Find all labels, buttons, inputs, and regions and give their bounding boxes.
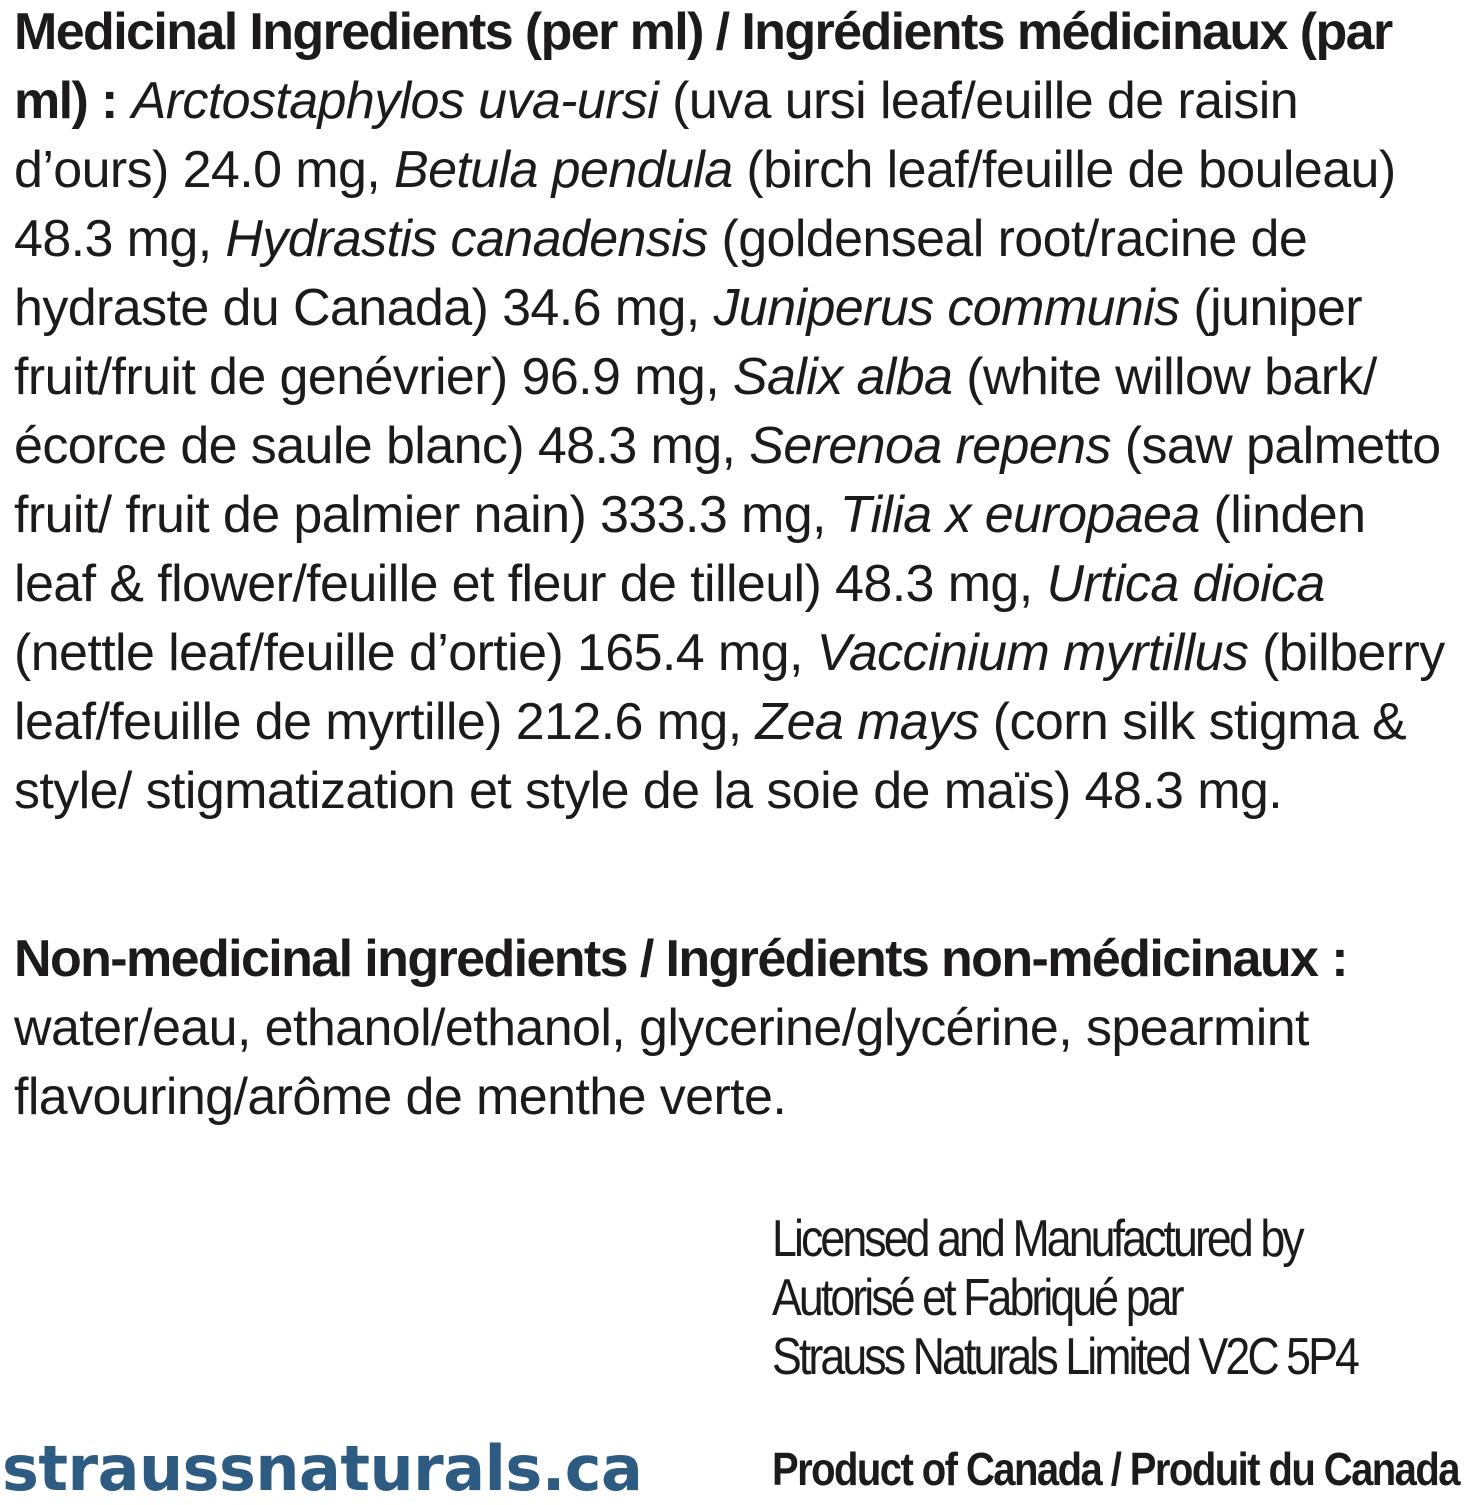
non-medicinal-ingredients-block xyxy=(14,925,1454,1132)
product-origin: Product of Canada / Produit du Canada xyxy=(772,1443,1459,1495)
medicinal-heading: Medicinal Ingredients (per ml) / Ingrédients médicinaux (par ml) xyxy=(14,3,1392,130)
non-medicinal-text: water/eau, ethanol/ethanol, glycerine/glycérine, spearmint flavouring/arôme de menthe verte. xyxy=(14,999,1309,1126)
ingredient-latin-name: Arctostaphylos uva-ursi xyxy=(131,72,659,130)
ingredient-latin-name: Tilia x europaea xyxy=(839,486,1200,544)
ingredient-latin-name: Vaccinium myrtillus xyxy=(816,624,1249,682)
ingredient-detail: (nettle leaf/feuille d’ortie) 165.4 mg, xyxy=(14,624,817,682)
ingredient-detail: (juniper fruit/fruit de genévrier) 96.9 mg, xyxy=(14,279,1363,406)
manufacturer-line-1: Licensed and Manufactured by xyxy=(772,1210,1302,1268)
ingredient-latin-name: Salix alba xyxy=(732,348,953,406)
ingredient-latin-name: Serenoa repens xyxy=(749,417,1111,475)
ingredient-detail: (saw palmetto fruit/ fruit de palmier nain) 333.3 mg, xyxy=(14,417,1441,544)
non-medicinal-separator: : xyxy=(1317,930,1348,988)
medicinal-ingredients-block xyxy=(14,0,1454,826)
ingredient-detail: (uva ursi leaf/euille de raisin d’ours) 24.0 mg, xyxy=(14,72,1299,199)
ingredient-detail: (white willow bark/écorce de saule blanc) 48.3 mg, xyxy=(14,348,1377,475)
manufacturer-line-2: Autorisé et Fabriqué par xyxy=(772,1269,1182,1327)
medicinal-separator: : xyxy=(87,72,132,130)
ingredient-latin-name: Hydrastis canadensis xyxy=(225,210,708,268)
ingredient-latin-name: Zea mays xyxy=(755,693,979,751)
manufacturer-line-3: Strauss Naturals Limited V2C 5P4 xyxy=(772,1328,1357,1386)
ingredient-detail: (corn silk stigma & style/ stigmatization et style de la soie de maïs) 48.3 mg. xyxy=(14,693,1407,820)
non-medicinal-heading: Non-medicinal ingredients / Ingrédients non-médicinaux xyxy=(14,930,1318,988)
manufacturer-block xyxy=(772,1210,1365,1387)
ingredient-latin-name: Juniperus communis xyxy=(713,279,1180,337)
ingredient-detail: (linden leaf & flower/feuille et fleur de tilleul) 48.3 mg, xyxy=(14,486,1366,613)
ingredient-detail: (goldenseal root/racine de hydraste du Canada) 34.6 mg, xyxy=(14,210,1308,337)
ingredient-detail: (bilberry leaf/feuille de myrtille) 212.6 mg, xyxy=(14,624,1445,751)
website-url: straussnaturals.ca xyxy=(2,1432,643,1505)
ingredient-latin-name: Betula pendula xyxy=(393,141,733,199)
ingredient-latin-name: Urtica dioica xyxy=(1046,555,1325,613)
ingredient-detail: (birch leaf/feuille de bouleau) 48.3 mg, xyxy=(14,141,1396,268)
